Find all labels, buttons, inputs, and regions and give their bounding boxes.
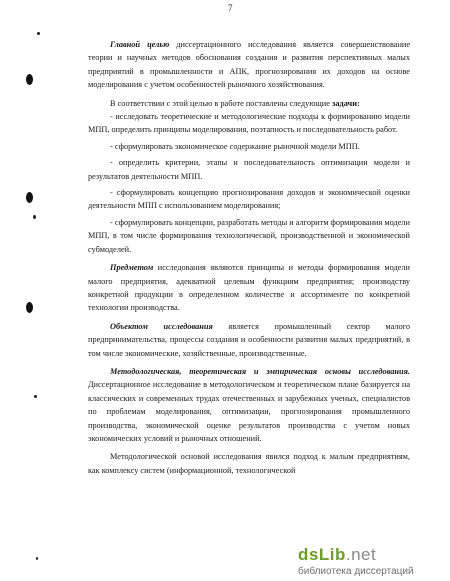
- task-item: - сформулировать экономическое содержание рыночной модели МПП.: [110, 141, 360, 151]
- paragraph-tasks-intro: В соответствии с этой целью в работе поставлены следующие задачи:: [110, 98, 360, 108]
- scan-speck: [37, 32, 40, 35]
- scan-speck: [34, 395, 37, 398]
- lead-object: Объектом исследования: [110, 321, 213, 331]
- punch-hole-mark: [26, 302, 33, 313]
- scan-speck: [33, 215, 36, 219]
- watermark-tagline: библиотека диссертаций: [298, 566, 414, 577]
- paragraph-object: Объектом исследования является промышленный сектор малого предпринимательства, процессы создания и особенности развития малых предприятий, в том числе экономические, хозяйственные, производственные.: [88, 321, 410, 358]
- punch-hole-mark: [26, 74, 33, 85]
- punch-hole-mark: [26, 192, 33, 203]
- tasks-label: задачи:: [332, 98, 360, 108]
- lead-subject: Предметом: [110, 263, 154, 273]
- paragraph-basis: Методологической основой исследования явился подход к малым предприятиям, как комплексу систем (информационной, технологической: [88, 452, 410, 475]
- paragraph-methodology: Методологическая, теоретическая и эмпирическая основы исследования. Диссертационное исследование в методологическом и теоретическом плане базируется на классических и современных трудах отечественных и зарубежных ученых, специалистов по проблемам моделирования, оптимизации, прогнозирования промышленного производства, экономической оценке результатов производства с учетом новых экономических условий и рыночных отношений.: [88, 366, 410, 443]
- task-item: - сформулировать концепцию прогнозирования доходов и экономической оценки деятельности МПП с использованием моделирования;: [88, 188, 410, 211]
- document-body: [88, 38, 410, 477]
- lead-methodology: Методологическая, теоретическая и эмпирическая основы исследования.: [110, 366, 410, 376]
- watermark-logo: dsLib.net: [298, 545, 377, 564]
- page-number: 7: [228, 3, 233, 13]
- lead-goal: Главной целью: [110, 40, 170, 49]
- scan-speck: [36, 557, 38, 560]
- task-item: - сформулировать концепции, разработать методы и алгоритм формирования модели МПП, в том числе формирования технологической, производственной и экономической субмоделей.: [88, 217, 410, 254]
- paragraph-goal: Главной целью диссертационного исследования является совершенствование теории и научных методов обоснования создания и развития перспективных малых предприятий в промышленности и АПК, прогнозирования их доходов на основе моделирования с учетом особенностей рыночного хозяйствования.: [88, 40, 411, 90]
- task-item: - исследовать теоретические и методологические подходы к формированию модели МПП, определить принципы моделирования, поэтапность и последовательность работ.: [88, 112, 410, 135]
- task-item: - определить критерии, этапы и последовательность оптимизации модели и результатов деятельности МПП.: [88, 158, 410, 181]
- paragraph-subject: Предметом исследования являются принципы и методы формирования модели малого предприятия, адекватной целевым функциям предприятия; производству конкретной продукции в определенном количестве и ассортименте по конкретной технологии производства.: [88, 263, 410, 313]
- watermark: [298, 545, 448, 578]
